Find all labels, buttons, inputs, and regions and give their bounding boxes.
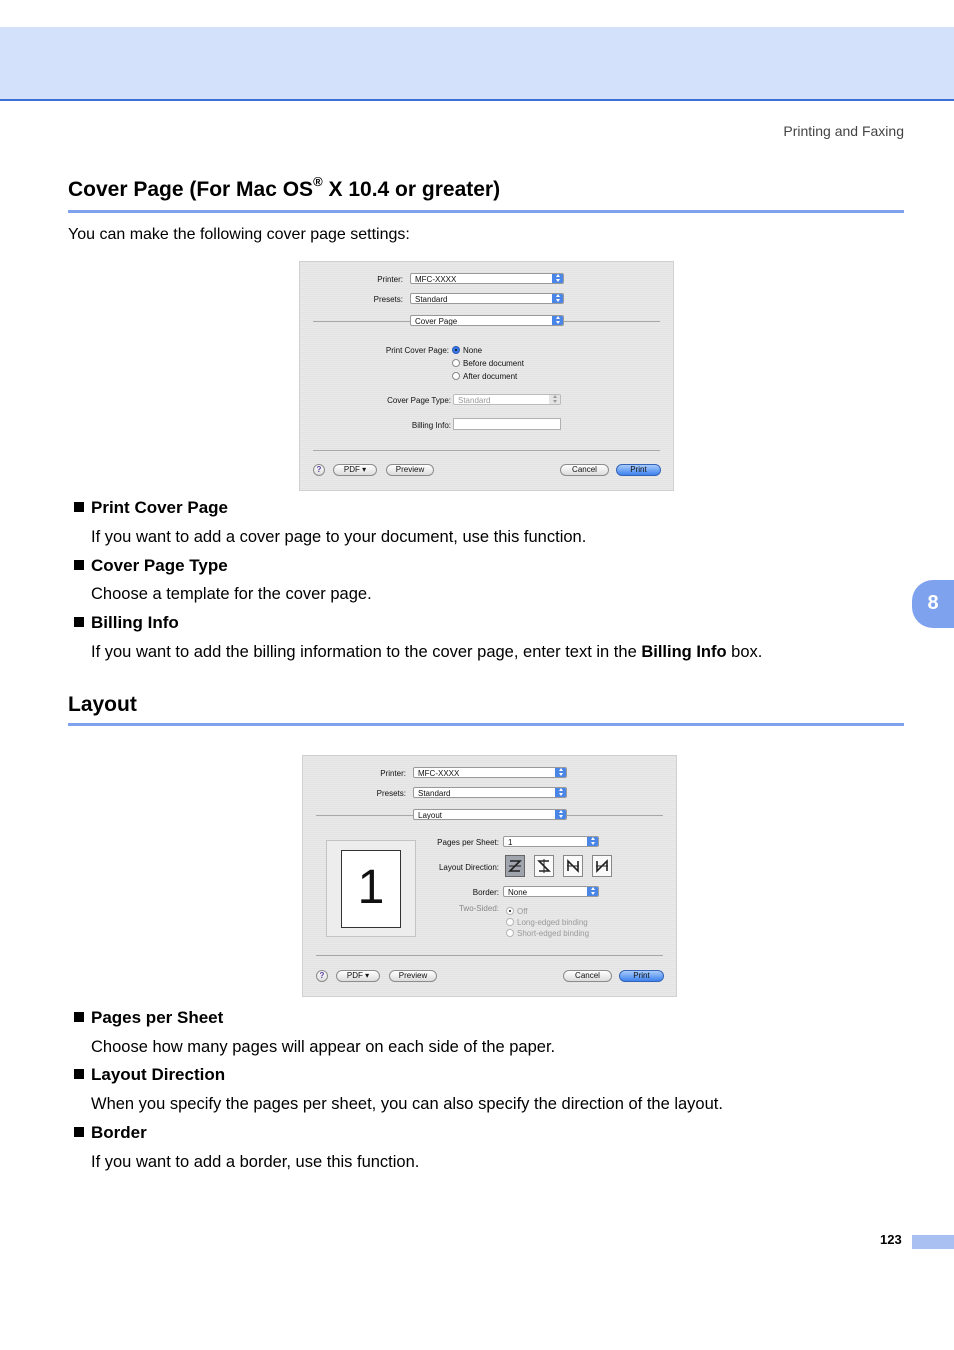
- bullet-square: [74, 502, 84, 512]
- direction-reverse-n-icon[interactable]: [592, 855, 612, 877]
- print-cover-page-label: Print Cover Page:: [385, 346, 449, 355]
- cancel-button[interactable]: Cancel: [560, 464, 609, 476]
- help-button[interactable]: ?: [316, 970, 328, 982]
- presets-label: Presets:: [373, 295, 403, 304]
- border-label: Border:: [472, 888, 499, 897]
- layout-heading: Layout: [68, 693, 137, 716]
- bullet-square: [74, 1127, 84, 1137]
- radio-after-document[interactable]: [452, 372, 460, 380]
- desc-cover-page-type: Choose a template for the cover page.: [91, 585, 372, 603]
- direction-n-icon[interactable]: [563, 855, 583, 877]
- desc-pages-per-sheet: Choose how many pages will appear on each side of the paper.: [91, 1038, 556, 1056]
- divider: [567, 815, 663, 816]
- layout-dialog-screenshot: [302, 755, 677, 997]
- preview-button[interactable]: Preview: [386, 464, 434, 476]
- cover-intro: You can make the following cover page settings:: [68, 226, 410, 243]
- presets-popup[interactable]: Standard: [410, 293, 564, 304]
- two-sided-off-label: Off: [517, 907, 528, 916]
- direction-z-icon[interactable]: [505, 855, 525, 877]
- bullet-pages-per-sheet: Pages per Sheet: [74, 1008, 223, 1028]
- divider: [564, 321, 660, 322]
- direction-reverse-z-icon[interactable]: [534, 855, 554, 877]
- preview-button[interactable]: Preview: [389, 970, 437, 982]
- bullet-cover-page-type: Cover Page Type: [74, 556, 228, 576]
- long-edged-binding-label: Long-edged binding: [517, 918, 588, 927]
- layout-direction-label: Layout Direction:: [438, 863, 499, 872]
- bullet-square: [74, 617, 84, 627]
- radio-after-label: After document: [463, 372, 518, 381]
- cover-page-heading: Cover Page (For Mac OS® X 10.4 or greater): [68, 174, 501, 201]
- presets-popup[interactable]: Standard: [413, 787, 567, 798]
- print-button[interactable]: Print: [616, 464, 661, 476]
- short-edged-binding-radio[interactable]: [506, 929, 514, 937]
- short-edged-binding-label: Short-edged binding: [517, 929, 590, 938]
- billing-info-label: Billing Info:: [411, 421, 451, 430]
- pdf-button[interactable]: PDF ▾: [336, 970, 380, 982]
- help-button[interactable]: ?: [313, 464, 325, 476]
- chapter-tab: 8: [912, 580, 954, 628]
- pane-popup[interactable]: Layout: [413, 809, 567, 820]
- two-sided-off-radio[interactable]: [506, 907, 514, 915]
- bullet-border: Border: [74, 1123, 147, 1143]
- page-number: 123: [880, 1232, 902, 1247]
- printer-label: Printer:: [377, 275, 403, 284]
- bullet-square: [74, 1069, 84, 1079]
- long-edged-binding-radio[interactable]: [506, 918, 514, 926]
- printer-popup[interactable]: MFC-XXXX: [410, 273, 564, 284]
- radio-before-document[interactable]: [452, 359, 460, 367]
- presets-label: Presets:: [376, 789, 406, 798]
- desc-layout-direction: When you specify the pages per sheet, you can also specify the direction of the layout.: [91, 1095, 723, 1113]
- two-sided-label: Two-Sided:: [458, 904, 499, 913]
- desc-print-cover-page: If you want to add a cover page to your document, use this function.: [91, 528, 587, 546]
- bullet-print-cover-page: Print Cover Page: [74, 498, 228, 518]
- pdf-button[interactable]: PDF ▾: [333, 464, 377, 476]
- bullet-layout-direction: Layout Direction: [74, 1065, 225, 1085]
- cover-page-dialog-screenshot: [299, 261, 674, 491]
- print-button[interactable]: Print: [619, 970, 664, 982]
- heading-rule: [68, 210, 904, 213]
- printer-label: Printer:: [380, 769, 406, 778]
- pages-per-sheet-label: Pages per Sheet:: [437, 838, 499, 847]
- divider: [316, 955, 663, 956]
- page-number-bar: [912, 1235, 954, 1249]
- preview-page: 1: [341, 850, 401, 928]
- printer-popup[interactable]: MFC-XXXX: [413, 767, 567, 778]
- bullet-square: [74, 1012, 84, 1022]
- cover-page-type-popup[interactable]: Standard: [453, 394, 561, 405]
- divider: [313, 450, 660, 451]
- divider: [316, 815, 413, 816]
- pane-popup[interactable]: Cover Page: [410, 315, 564, 326]
- radio-none-label: None: [463, 346, 483, 355]
- running-header: Printing and Faxing: [783, 123, 904, 139]
- radio-none[interactable]: [452, 346, 460, 354]
- desc-billing-info: If you want to add the billing information to the cover page, enter text in the Billing Info box.: [91, 643, 763, 661]
- pages-per-sheet-popup[interactable]: 1: [503, 836, 599, 847]
- desc-border: If you want to add a border, use this function.: [91, 1153, 420, 1171]
- layout-preview-box: [326, 840, 416, 937]
- divider: [313, 321, 410, 322]
- cover-page-type-label: Cover Page Type:: [387, 396, 451, 405]
- billing-info-field[interactable]: [453, 418, 561, 430]
- border-popup[interactable]: None: [503, 886, 599, 897]
- bullet-square: [74, 560, 84, 570]
- bullet-billing-info: Billing Info: [74, 613, 179, 633]
- heading-rule: [68, 723, 904, 726]
- top-header-band: [0, 27, 954, 101]
- radio-before-label: Before document: [463, 359, 524, 368]
- cancel-button[interactable]: Cancel: [563, 970, 612, 982]
